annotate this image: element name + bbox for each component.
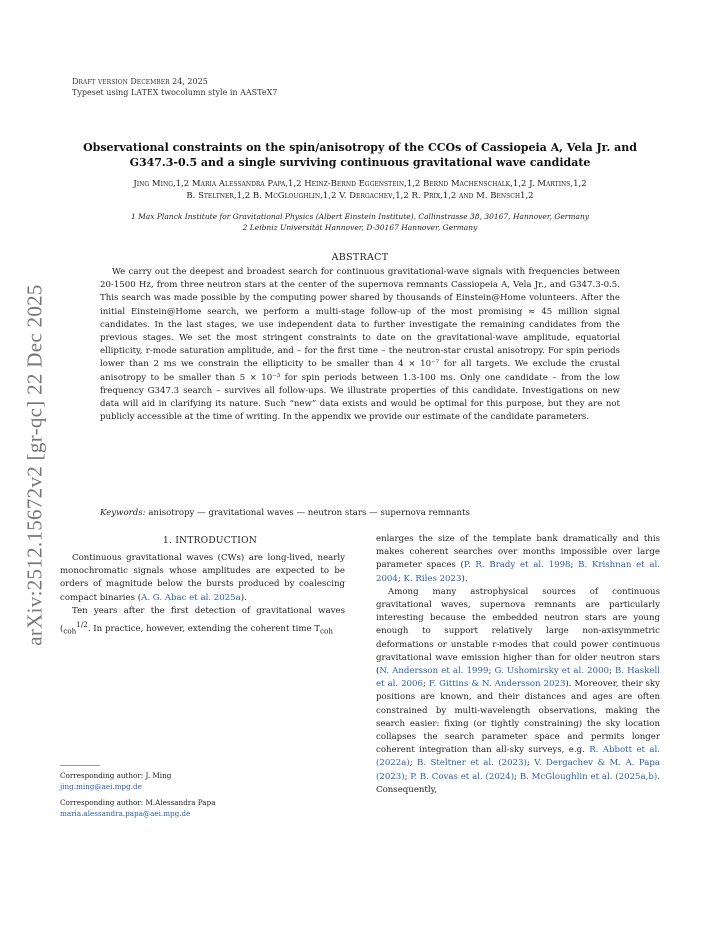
- intro-paragraph-1: Continuous gravitational waves (CWs) are long-lived, nearly monochromatic signals whose amplitudes are expected to be orders of magnitude below the bursts produced by coalescing compact binaries (A. G. Abac et al. 2025a).: [60, 553, 345, 603]
- intro-paragraph-2: Ten years after the first detection of gravitational waves ($_{coh}^{1/2}$. In practice, however, extending the coherent time $T_{coh}$: [60, 605, 345, 636]
- author-line-1: Jing Ming,1,2 Maria Alessandra Papa,1,2 Heinz-Bernd Eggenstein,1,2 Bernd Machenschalk,1,2 J. Martins,1,2: [133, 179, 587, 189]
- citation-link[interactable]: R. Abbott et al. (2022a): [376, 745, 660, 769]
- footnote-rule: [60, 765, 100, 766]
- section-heading-introduction: 1. INTRODUCTION: [162, 536, 258, 546]
- right-paragraph-continued: enlarges the size of the template bank dramatically and this makes coherent searches over months impossible over large parameter spaces (P. R. Brady et al. 1998; B. Krishnan et al. 2004; K. Riles 2023).: [376, 534, 660, 584]
- header-info: [72, 76, 277, 98]
- citation-link[interactable]: B. Steltner et al. (2023): [417, 758, 527, 769]
- email-link[interactable]: maria.alessandra.papa@aei.mpg.de: [60, 809, 191, 818]
- corresponding-author-1: Corresponding author: J. Ming jing.ming@aei.mpg.de: [60, 770, 345, 792]
- citation-link[interactable]: A. G. Abac et al. 2025a: [141, 592, 241, 603]
- abstract-heading: ABSTRACT: [331, 252, 389, 263]
- citation-link[interactable]: P. B. Covas et al. (2024): [410, 771, 515, 782]
- keywords: [100, 507, 620, 519]
- paper-title: Observational constraints on the spin/anisotropy of the CCOs of Cassiopeia A, Vela Jr. and G347.3-0.5 and a single surviving continuous gravitational wave candidate: [83, 141, 637, 169]
- corresponding-author-2: Corresponding author: M.Alessandra Papa maria.alessandra.papa@aei.mpg.de: [60, 797, 345, 819]
- right-column: [376, 533, 660, 797]
- corresponding-authors: [60, 770, 345, 824]
- arxiv-sidebar-stamp: [20, 255, 50, 675]
- right-paragraph-2: Among many astrophysical sources of continuous gravitational waves, supernova remnants are particularly interesting because the embedded neutron stars are young enough to support relatively large non-axisymmetric deformations or unstable r-modes that could power continuous gravitational wave emission higher than for older neutron stars (N. Andersson et al. 1999; G. Ushomirsky et al. 2000; B. Haskell et al. 2006; F. Gittins & N. Andersson 2023). Moreover, their sky positions are known, and their distances and ages are often constrained by multi-wavelength observations, making the search easier: fixing (or tightly constraining) the sky location collapses the search parameter space and permits longer coherent integration than all-sky surveys, e.g. R. Abbott et al. (2022a); B. Steltner et al. (2023); V. Dergachev & M. A. Papa (2023); P. B. Covas et al. (2024); B. McGloughlin et al. (2025a,b). Consequently,: [376, 586, 660, 795]
- author-list: [60, 178, 660, 202]
- affiliation-1: 1 Max Planck Institute for Gravitational Physics (Albert Einstein Institute), Callinstrasse 38, 30167, Hannover, Germany: [130, 212, 590, 221]
- citation-link[interactable]: F. Gittins & N. Andersson 2023: [428, 679, 566, 690]
- citation-link[interactable]: G. Ushomirsky et al. 2000: [494, 666, 610, 677]
- citation-link[interactable]: B. Krishnan et al. 2004: [376, 560, 660, 584]
- typeset-note: Typeset using LATEX twocolumn style in AASTeX7: [72, 88, 278, 97]
- author-line-2: B. Steltner,1,2 B. McGloughlin,1,2 V. Dergachev,1,2 R. Prix,1,2 and M. Bensch1,2: [186, 191, 534, 201]
- affiliation-2: 2 Leibniz Universität Hannover, D-30167 Hannover, Germany: [242, 223, 478, 232]
- citation-link[interactable]: P. R. Brady et al. 1998: [463, 560, 571, 571]
- affiliations: [60, 211, 660, 233]
- keywords-list: anisotropy — gravitational waves — neutron stars — supernova remnants: [148, 508, 470, 518]
- arxiv-id: arXiv:2512.15672v2 [gr-qc] 22 Dec 2025: [22, 284, 47, 646]
- keywords-label: Keywords:: [100, 508, 146, 518]
- left-column: [60, 552, 345, 638]
- email-link[interactable]: jing.ming@aei.mpg.de: [60, 782, 142, 791]
- draft-version: Draft version December 24, 2025: [72, 77, 208, 86]
- citation-link[interactable]: B. McGloughlin et al. (2025a,b): [519, 771, 658, 782]
- citation-link[interactable]: V. Dergachev & M. A. Papa (2023): [376, 758, 660, 782]
- citation-link[interactable]: N. Andersson et al. 1999: [379, 666, 489, 677]
- citation-link[interactable]: K. Riles 2023: [403, 573, 462, 584]
- citation-link[interactable]: B. Haskell et al. 2006: [376, 666, 660, 690]
- abstract-text: We carry out the deepest and broadest search for continuous gravitational-wave signals with frequencies between 20-1500 Hz, from three neutron stars at the center of the supernova remnants Cassiopeia A, Vela Jr., and G347.3-0.5. This search was made possible by the computing power shared by thousands of Einstein@Home volunteers. After the initial Einstein@Home search, we perform a multi-stage follow-up of the most promising ≈ 45 million signal candidates. In the last stages, we use independent data to further investigate the remaining candidates from the previous stages. We set the most stringent constraints to date on the gravitational-wave amplitude, equatorial ellipticity, r-mode saturation amplitude, and – for the first time – the neutron-star crustal anisotropy. For spin periods lower than 2 ms we constrain the ellipticity to be smaller than 4 × 10⁻⁷ for all targets. We exclude the crustal anisotropy to be smaller than 5 × 10⁻³ for spin periods between 1.3-100 ms. Only one candidate – from the low frequency G347.3 search – survives all follow-ups. We illustrate properties of this candidate. Investigations on new data will aid in clarifying its nature. Such “new” data exists and would be optimal for this purpose, but they are not publicly accessible at the time of writing. In the appendix we provide our estimate of the candidate parameters.: [100, 267, 620, 423]
